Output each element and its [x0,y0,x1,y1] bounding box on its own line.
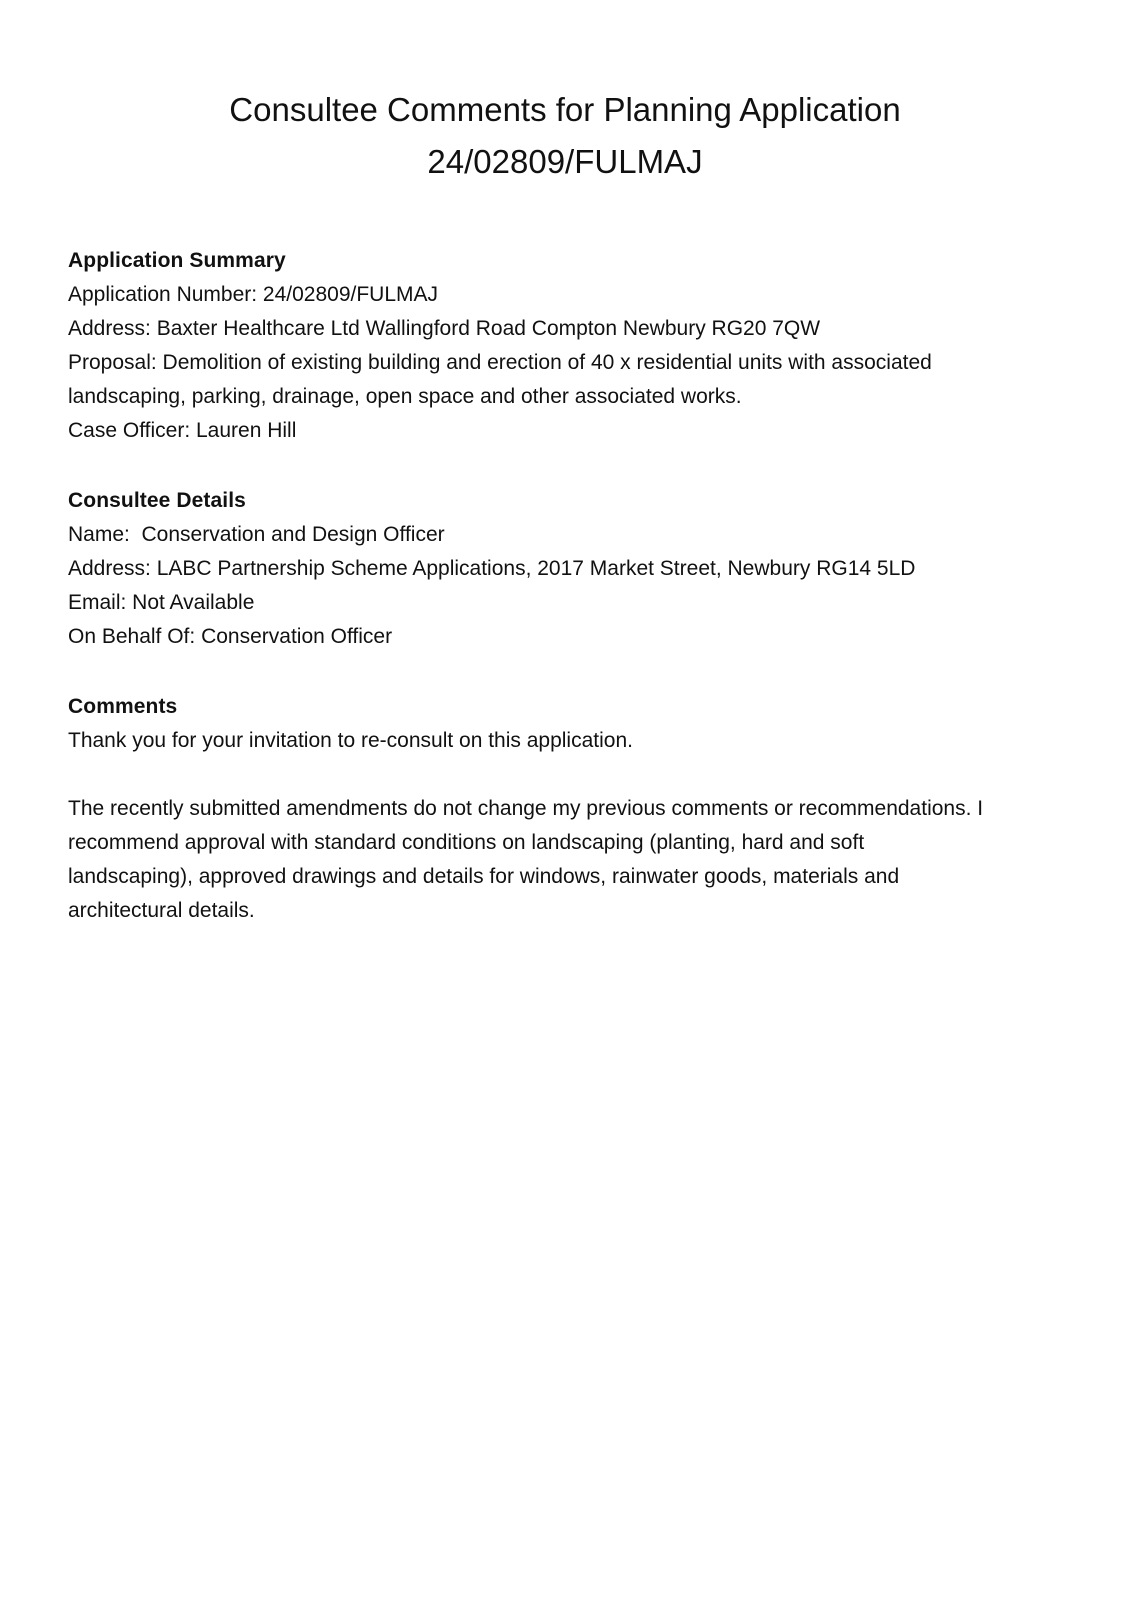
consultee-on-behalf-of: On Behalf Of: Conservation Officer [68,625,393,648]
consultee-details-section [68,484,1062,654]
comments-heading: Comments [68,695,178,718]
proposal-line-1: Proposal: Demolition of existing building and erection of 40 x residential units with associated [68,351,932,374]
comments-paragraph-2-line-2: recommend approval with standard conditions on landscaping (planting, hard and soft [68,831,865,854]
application-address: Address: Baxter Healthcare Ltd Wallingford Road Compton Newbury RG20 7QW [68,317,821,340]
comments-paragraph-2-line-3: landscaping), approved drawings and details for windows, rainwater goods, materials and [68,865,900,888]
application-number: Application Number: 24/02809/FULMAJ [68,283,439,306]
title-line-1: Consultee Comments for Planning Application [229,91,901,128]
proposal-line-2: landscaping, parking, drainage, open space and other associated works. [68,385,742,408]
comments-paragraph-2-line-4: architectural details. [68,899,255,922]
application-summary-section [68,244,1062,448]
comments-paragraph-1: Thank you for your invitation to re-consult on this application. [68,729,633,752]
paragraph-spacer [68,758,1062,792]
comments-paragraph-2-line-1: The recently submitted amendments do not change my previous comments or recommendations. I [68,797,984,820]
consultee-details-heading: Consultee Details [68,489,246,512]
case-officer: Case Officer: Lauren Hill [68,419,297,442]
consultee-name: Name: Conservation and Design Officer [68,523,445,546]
consultee-email: Email: Not Available [68,591,255,614]
title-line-2: 24/02809/FULMAJ [427,143,703,180]
consultee-address: Address: LABC Partnership Scheme Applications, 2017 Market Street, Newbury RG14 5LD [68,557,916,580]
page-title [68,0,1062,188]
comments-section [68,690,1062,928]
application-summary-heading: Application Summary [68,249,286,272]
